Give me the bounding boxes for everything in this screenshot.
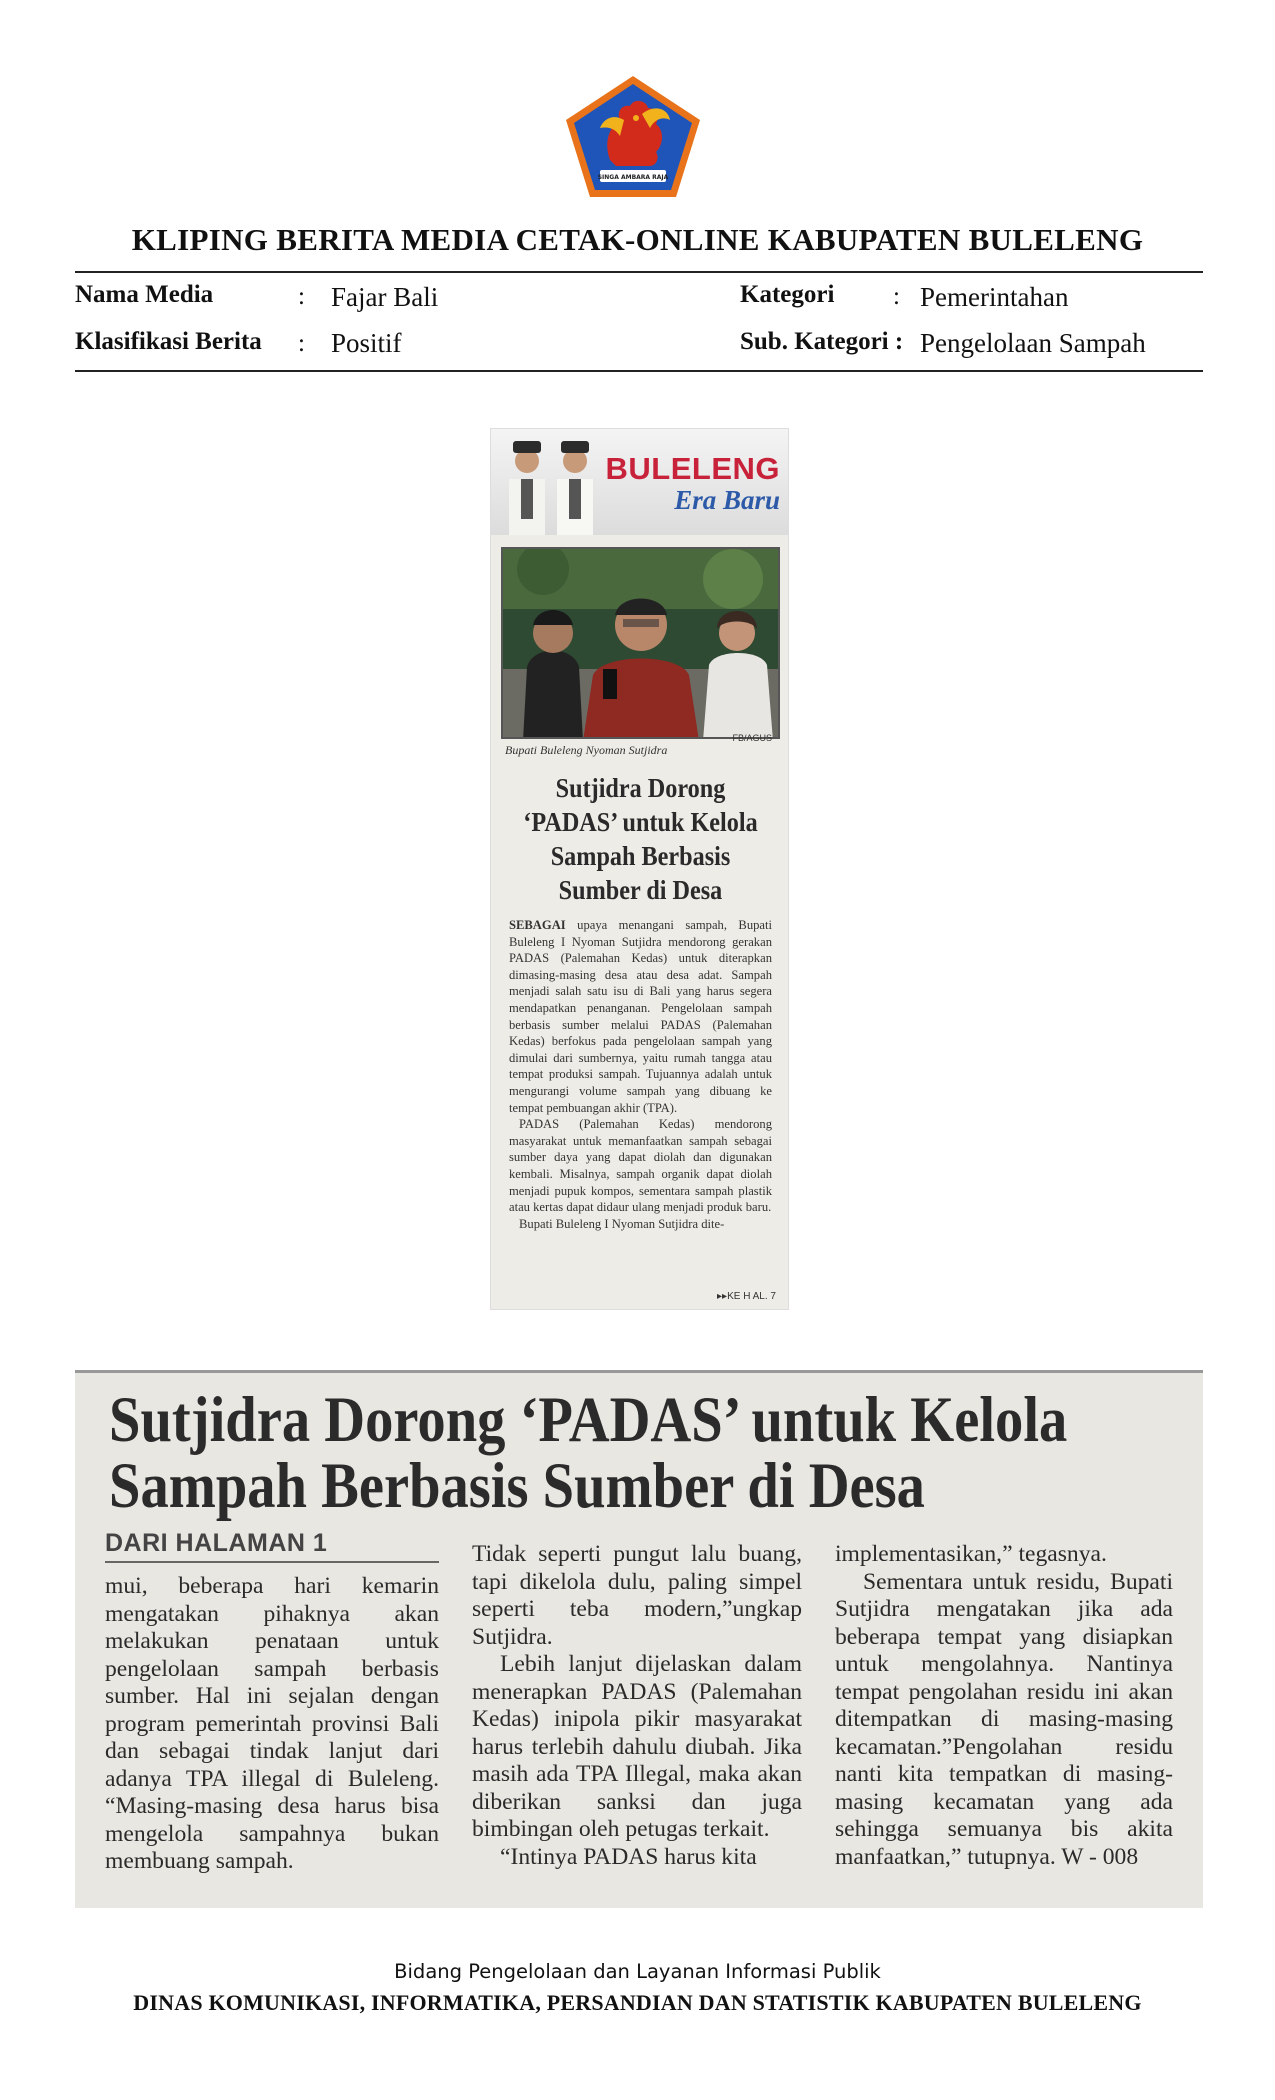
- rubric-title: BULELENG: [605, 451, 780, 486]
- continued-headline-line: Sampah Berbasis Sumber di Desa: [109, 1450, 925, 1522]
- front-article-body: [509, 917, 772, 1232]
- lion-crest-icon: [564, 74, 702, 199]
- article-column-1: [105, 1573, 439, 1876]
- from-page-label: DARI HALAMAN 1: [105, 1529, 328, 1557]
- article-paragraph: Bupati Buleleng I Nyoman Sutjidra dite-: [519, 1216, 725, 1231]
- news-photo: [501, 547, 780, 739]
- continued-headline-line: Sutjidra Dorong ‘PADAS’ untuk Kelola: [109, 1384, 1068, 1456]
- front-page-clipping: [490, 428, 789, 1310]
- officials-figures-icon: [491, 429, 611, 535]
- kategori-colon: :: [893, 283, 900, 310]
- kategori-value: Pemerintahan: [920, 282, 1069, 312]
- article-paragraph: PADAS (Palemahan Kedas) mendorong masyarakat untuk memanfaatkan sampah sebagai sumber daya yang dapat diolah dan digunakan kembali. Misalnya, sampah organik dapat diolah menjadi pupuk kompos, sementara sampah plastik atau kertas dapat didaur ulang menjadi produk baru.: [509, 1117, 772, 1215]
- footer-division: Bidang Pengelolaan dan Layanan Informasi Publik: [394, 1960, 881, 1983]
- front-headline-line: ‘PADAS’ untuk Kelola: [523, 806, 758, 837]
- front-headline-line: Sutjidra Dorong: [555, 772, 726, 803]
- article-paragraph: upaya menangani sampah, Bupati Buleleng I Nyoman Sutjidra mendorong gerakan PADAS (Palemahan Kedas) untuk diterapkan dimasing-masing desa atau desa adat. Sampah menjadi salah satu isu di Bali yang harus segera mendapatkan penanganan. Pengelolaan sampah berbasis sumber melalui PADAS (Palemahan Kedas) berfokus pada pengelolaan sampah yang dimulai dari sumbernya, yaitu rumah tangga atau tempat produksi sampah. Tujuannya adalah untuk mengurangi volume sampah yang dibuang ke tempat pembuangan akhir (TPA).: [509, 918, 773, 1115]
- photo-caption: Bupati Buleleng Nyoman Sutjidra: [505, 743, 668, 757]
- media-label: Nama Media: [75, 281, 214, 308]
- subkategori-value: Pengelolaan Sampah: [920, 328, 1146, 358]
- article-paragraph: Sementara untuk residu, Bupati Sutjidra mengatakan jika ada beberapa tempat yang disiapkan untuk mengolahnya. Nantinya tempat pengolahan residu ini akan ditempatkan di masing-masing kecamatan.”Pengolahan residu nanti kita tempatkan di masing-masing kecamatan yang ada sehingga semuanya bis akita manfaatkan,” tutupnya. W - 008: [835, 1568, 1173, 1870]
- bupati-interview-photo-icon: [503, 549, 780, 739]
- footer-agency: DINAS KOMUNIKASI, INFORMATIKA, PERSANDIAN DAN STATISTIK KABUPATEN BULELENG: [133, 1990, 1142, 2015]
- meta-divider: [75, 370, 1203, 372]
- from-page-rule: [105, 1561, 439, 1563]
- klasifikasi-label: Klasifikasi Berita: [75, 328, 262, 355]
- photo-credit: FB/AGUS: [732, 733, 772, 743]
- media-colon: :: [298, 283, 305, 310]
- klasifikasi-value: Positif: [331, 328, 402, 358]
- continued-marker: ▸▸KE H AL. 7: [717, 1291, 776, 1302]
- front-headline-line: Sampah Berbasis: [550, 840, 731, 871]
- klasifikasi-colon: :: [298, 330, 305, 357]
- article-paragraph: implementasikan,” tegasnya.: [835, 1541, 1107, 1567]
- article-column-3: [835, 1541, 1173, 1871]
- logo-motto: SINGA AMBARA RAJA: [597, 174, 669, 181]
- article-paragraph: Tidak seperti pungut lalu buang, tapi dikelola dulu, paling simpel seperti teba modern,”ungkap Sutjidra.: [472, 1541, 802, 1650]
- article-paragraph: mui, beberapa hari kemarin mengatakan pihaknya akan melakukan penataan untuk pengelolaan sampah berbasis sumber. Hal ini sejalan dengan program pemerintah provinsi Bali dan sebagai tindak lanjut dari adanya TPA illegal di Buleleng. “Masing-masing desa harus bisa mengelola sampahnya bukan membuang sampah.: [105, 1573, 439, 1874]
- article-paragraph: “Intinya PADAS harus kita: [500, 1843, 757, 1870]
- article-column-2: [472, 1541, 802, 1871]
- article-lead: SEBAGAI: [509, 918, 566, 932]
- front-headline-line: Sumber di Desa: [558, 874, 723, 905]
- continued-clipping: [75, 1370, 1203, 1908]
- kategori-label: Kategori: [740, 281, 835, 308]
- rubric-banner: [491, 429, 789, 535]
- subkategori-label: Sub. Kategori :: [740, 328, 904, 355]
- media-value: Fajar Bali: [331, 282, 439, 312]
- article-paragraph: Lebih lanjut dijelaskan dalam menerapkan PADAS (Palemahan Kedas) inipola pikir masyarakat harus terlebih dahulu diubah. Jika masih ada TPA Illegal, maka akan diberikan sanksi dan juga bimbingan oleh petugas terkait.: [472, 1651, 802, 1842]
- top-divider: [75, 271, 1203, 273]
- page-title: KLIPING BERITA MEDIA CETAK-ONLINE KABUPATEN BULELENG: [131, 222, 1144, 257]
- rubric-subtitle: Era Baru: [674, 485, 780, 515]
- buleleng-crest-logo: [564, 74, 702, 199]
- front-headline: [518, 771, 764, 907]
